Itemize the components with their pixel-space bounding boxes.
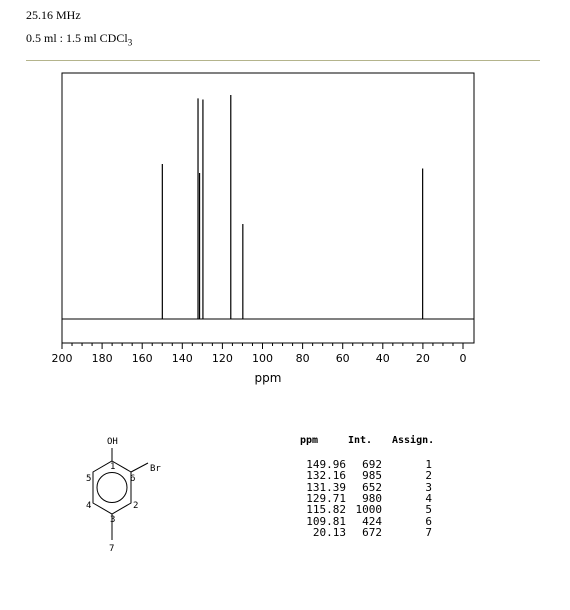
col-header-intensity: Int. — [348, 435, 373, 446]
col-header-assign: Assign. — [392, 435, 435, 446]
cell-assign: 3 — [425, 480, 432, 494]
atom-4: 4 — [86, 501, 92, 511]
cell-assign: 6 — [425, 514, 432, 528]
x-tick-label: 0 — [459, 352, 467, 365]
cell-intensity: 424 — [362, 514, 382, 528]
x-tick-label: 40 — [375, 352, 390, 365]
x-axis-label: ppm — [254, 371, 282, 385]
x-tick-label: 100 — [252, 352, 273, 365]
x-tick-label: 180 — [91, 352, 113, 365]
cell-assign: 7 — [425, 525, 432, 539]
x-tick-label: 140 — [171, 352, 193, 365]
atom-6: 6 — [130, 474, 136, 484]
sample-subscript: 3 — [127, 37, 133, 48]
cell-ppm: 115.82 — [306, 503, 346, 517]
x-tick-label: 20 — [415, 352, 430, 365]
cell-intensity: 1000 — [355, 503, 382, 517]
atom-3: 3 — [110, 515, 116, 525]
x-tick-label: 120 — [211, 352, 233, 365]
x-tick-label: 80 — [295, 352, 310, 365]
cell-assign: 1 — [425, 458, 432, 471]
cell-intensity: 985 — [362, 469, 382, 483]
spectrometer-frequency: 25.16 MHz — [26, 8, 81, 22]
cell-ppm: 132.16 — [306, 469, 346, 483]
x-tick-label: 200 — [51, 352, 73, 365]
cell-ppm: 20.13 — [312, 525, 346, 539]
sample-text: 0.5 ml : 1.5 ml CDCl — [26, 31, 128, 45]
atom-1: 1 — [110, 462, 116, 472]
x-tick-label: 160 — [131, 352, 153, 365]
x-tick-label: 60 — [335, 352, 350, 365]
cell-intensity: 672 — [362, 525, 382, 539]
atom-5: 5 — [86, 474, 92, 484]
cell-ppm: 109.81 — [306, 514, 346, 528]
cell-ppm: 149.96 — [306, 458, 346, 471]
cell-assign: 2 — [425, 469, 432, 483]
cell-intensity: 980 — [362, 491, 382, 505]
cell-ppm: 131.39 — [306, 480, 346, 494]
cell-intensity: 652 — [362, 480, 382, 494]
br-label: Br — [150, 464, 161, 474]
aromatic-circle — [97, 473, 127, 503]
bond-c6-br — [131, 463, 148, 472]
atom-7: 7 — [109, 544, 115, 554]
cell-assign: 5 — [425, 503, 432, 517]
col-header-ppm: ppm — [300, 435, 319, 446]
oh-label: OH — [107, 437, 118, 447]
atom-2: 2 — [133, 501, 139, 511]
cell-ppm: 129.71 — [306, 491, 346, 505]
cell-assign: 4 — [425, 491, 432, 505]
cell-intensity: 692 — [362, 458, 382, 471]
